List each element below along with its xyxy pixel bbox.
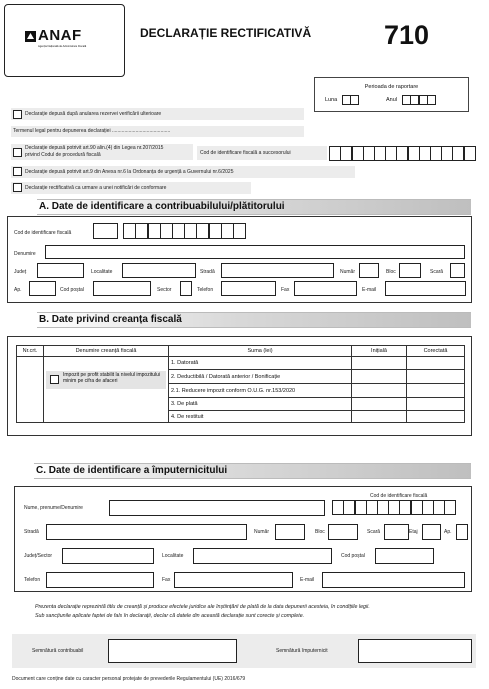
a-localitate-label: Localitate <box>91 269 113 275</box>
option-oug6-label: Declarație depusă potrivit art.9 din Anexa nr.6 la Ordonanța de urgență a Guvernului nr.6/2025 <box>25 169 234 175</box>
a-denumire-label: Denumire <box>14 251 36 257</box>
c-numar-label: Număr <box>254 529 270 535</box>
signature-imputernicit-input[interactable] <box>358 639 472 663</box>
section-a-title: A. Date de identificare a contribuabilului/plătitorului <box>39 201 285 212</box>
a-bloc-input[interactable] <box>399 263 421 278</box>
c-email-label: E-mail <box>300 577 315 583</box>
row-reducere-corectata[interactable] <box>407 384 465 398</box>
form-number: 710 <box>384 20 430 50</box>
signature-imputernicit-label: Semnătură împuternicit <box>276 648 328 654</box>
a-telefon-label: Telefon <box>197 287 214 293</box>
a-scara-input[interactable] <box>450 263 465 278</box>
checkbox-oug6[interactable] <box>13 167 22 176</box>
c-cod-postal-label: Cod poștal <box>341 553 365 559</box>
c-cif-input[interactable] <box>333 500 456 515</box>
checkbox-art90[interactable] <box>13 148 22 157</box>
c-fax-input[interactable] <box>174 572 293 588</box>
a-cif-label: Cod de identificare fiscală <box>14 230 72 236</box>
checkbox-rezerva[interactable] <box>13 110 22 119</box>
row-deductibila-corectata[interactable] <box>407 370 465 384</box>
logo-text: ANAF <box>38 27 82 44</box>
row-de-plata-label: 3. De plată <box>169 398 352 411</box>
c-judet-label: Județ/Sector <box>24 553 53 559</box>
a-bloc-label: Bloc <box>386 269 396 275</box>
c-localitate-input[interactable] <box>193 548 332 564</box>
creanta-cell <box>44 357 169 423</box>
a-numar-label: Număr <box>340 269 356 275</box>
row-deductibila-initiala[interactable] <box>352 370 407 384</box>
a-strada-label: Stradă <box>200 269 215 275</box>
row-de-restituit-corectata[interactable] <box>407 411 465 423</box>
c-strada-input[interactable] <box>46 524 247 540</box>
declaration-line-1: Prezenta declarație reprezintă titlu de creanță și produce efectele juridice ale înștiințării de plată de la data depunerii acesteia, în condițiile legii. <box>35 604 370 610</box>
anaf-logo-icon <box>25 31 36 42</box>
c-telefon-input[interactable] <box>46 572 154 588</box>
col-denumire-header: Denumire creanță fiscală <box>44 346 169 357</box>
c-ap-label: Ap. <box>444 529 452 535</box>
deadline-label: Termenul legal pentru depunerea declarației .......................................... <box>13 128 171 134</box>
col-suma-header: Suma (lei) <box>169 346 352 357</box>
col-initiala-header: Inițială <box>352 346 407 357</box>
a-telefon-input[interactable] <box>221 281 276 296</box>
c-bloc-input[interactable] <box>328 524 358 540</box>
row-reducere-label: 2.1. Reducere impozit conform O.U.G. nr.153/2020 <box>169 384 352 398</box>
a-strada-input[interactable] <box>221 263 334 278</box>
a-localitate-input[interactable] <box>122 263 196 278</box>
option-rezerva-label: Declarație depusă după anularea rezervei verificării ulterioare <box>25 111 162 117</box>
row-deductibila-label: 2. Deductibilă / Datorată anterior / Bonificație <box>169 370 352 384</box>
a-ap-label: Ap. <box>14 287 22 293</box>
c-nume-label: Nume, prenume/Denumire <box>24 505 83 511</box>
c-nume-input[interactable] <box>109 500 325 516</box>
a-fax-input[interactable] <box>294 281 357 296</box>
row-datorata-corectata[interactable] <box>407 357 465 370</box>
a-email-label: E-mail <box>362 287 377 293</box>
creanta-label: Impozit pe profit stabilit la nivelul impozitului minim pe cifra de afaceri <box>63 372 160 384</box>
logo-box <box>4 4 125 77</box>
row-datorata-label: 1. Datorată <box>169 357 352 370</box>
signature-contribuabil-label: Semnătură contribuabil <box>32 648 84 654</box>
successor-label: Cod de identificare fiscală a succesorului <box>200 150 291 156</box>
signature-contribuabil-input[interactable] <box>108 639 237 663</box>
a-cif-prefix-input[interactable] <box>93 223 118 239</box>
month-label: Luna <box>325 97 338 103</box>
row-de-plata-initiala[interactable] <box>352 398 407 411</box>
logo-subtext: Agenția Națională de Administrare Fiscală <box>38 45 87 48</box>
c-etaj-input[interactable] <box>422 524 441 540</box>
a-sector-input[interactable] <box>180 281 192 296</box>
a-email-input[interactable] <box>385 281 466 296</box>
option-notificare-label: Declarație rectificativă ca urmare a unei notificări de conformare <box>25 185 167 191</box>
c-telefon-label: Telefon <box>24 577 41 583</box>
a-judet-label: Județ <box>14 269 27 275</box>
col-corectata-header: Corectată <box>407 346 465 357</box>
a-numar-input[interactable] <box>359 263 379 278</box>
month-input[interactable] <box>343 95 359 105</box>
a-sector-label: Sector <box>157 287 172 293</box>
a-cif-input[interactable] <box>124 223 246 239</box>
reporting-period <box>314 77 469 112</box>
a-cod-postal-label: Cod poștal <box>60 287 84 293</box>
c-localitate-label: Localitate <box>162 553 184 559</box>
c-ap-input[interactable] <box>456 524 468 540</box>
c-cif-label: Cod de identificare fiscală <box>370 493 428 499</box>
c-cod-postal-input[interactable] <box>375 548 434 564</box>
checkbox-notificare[interactable] <box>13 183 22 192</box>
row-reducere-initiala[interactable] <box>352 384 407 398</box>
a-cod-postal-input[interactable] <box>93 281 151 296</box>
footer-note: Document care conține date cu caracter personal protejate de prevederile Regulamentului (UE) 2016/679 <box>12 676 246 682</box>
c-etaj-label: Etaj <box>409 529 418 535</box>
option-art90-label-2: privind Codul de procedură fiscală <box>25 152 101 158</box>
section-b-title: B. Date privind creanța fiscală <box>39 314 182 325</box>
row-de-restituit-label: 4. De restituit <box>169 411 352 423</box>
c-judet-input[interactable] <box>62 548 154 564</box>
period-title: Perioada de raportare <box>364 84 419 90</box>
successor-cif-input[interactable] <box>330 146 476 161</box>
c-email-input[interactable] <box>322 572 465 588</box>
c-strada-label: Stradă <box>24 529 39 535</box>
a-fax-label: Fax <box>281 287 290 293</box>
a-scara-label: Scară <box>430 269 444 275</box>
page-title: DECLARAȚIE RECTIFICATIVĂ <box>140 26 312 40</box>
a-judet-input[interactable] <box>37 263 84 278</box>
c-numar-input[interactable] <box>275 524 305 540</box>
year-label: Anul <box>386 97 398 103</box>
checkbox-impozit-minim[interactable] <box>50 375 59 384</box>
a-denumire-input[interactable] <box>45 245 465 259</box>
row-de-restituit-initiala[interactable] <box>352 411 407 423</box>
a-ap-input[interactable] <box>29 281 56 296</box>
row-de-plata-corectata[interactable] <box>407 398 465 411</box>
c-fax-label: Fax <box>162 577 171 583</box>
declaration-line-2: Sub sancțiunile aplicate faptei de fals în declarații, declar că datele din această declarație sunt corecte și complete. <box>35 613 305 619</box>
c-bloc-label: Bloc <box>315 529 325 535</box>
section-c-title: C. Date de identificare a împuternicitului <box>36 465 228 476</box>
nrcrt-cell <box>17 357 44 423</box>
creante-table <box>16 345 465 423</box>
option-art90-label-1: Declarație depusă potrivit art.90 alin.(4) din Legea nr.207/2015 <box>25 145 164 151</box>
col-nrcrt-header: Nr.crt. <box>17 346 44 357</box>
c-scara-input[interactable] <box>384 524 409 540</box>
c-scara-label: Scară <box>367 529 381 535</box>
row-datorata-initiala[interactable] <box>352 357 407 370</box>
year-input[interactable] <box>403 95 436 105</box>
